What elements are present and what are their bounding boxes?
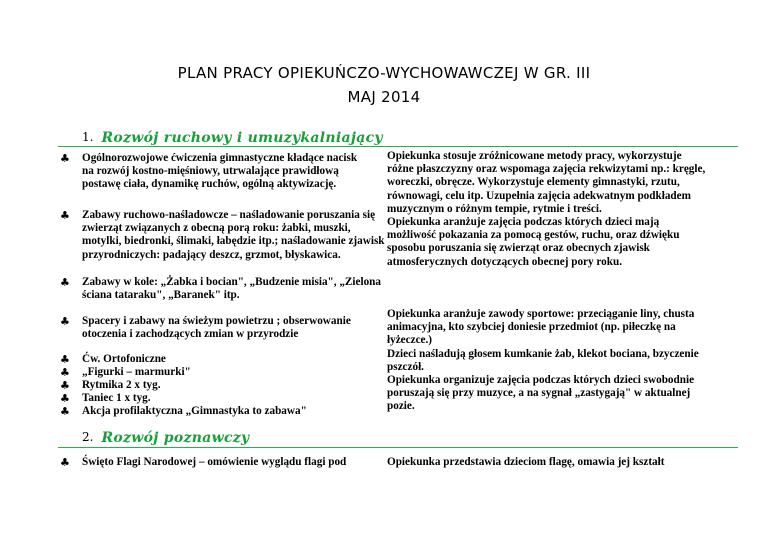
- description-line: pozie.: [387, 400, 415, 413]
- caregiver-description: [387, 150, 732, 269]
- activity-line: Zabawy ruchowo-naśladowcze – naśladowanie poruszania się: [82, 209, 376, 221]
- section-divider: [58, 447, 738, 448]
- description-line: Dzieci naśladują głosem kumkanie żab, klekot bociana, bzyczenie: [387, 347, 699, 360]
- club-suit-icon: ♣: [60, 209, 70, 222]
- section-number: 2.: [82, 430, 94, 444]
- activity-line: Akcja profilaktyczna „Gimnastyka to zabawa": [82, 405, 307, 417]
- activity-line: Ogólnorozwojowe ćwiczenia gimnastyczne kładące nacisk: [82, 152, 358, 164]
- activity-line: Ćw. Ortofoniczne: [82, 353, 166, 365]
- club-suit-icon: ♣: [60, 276, 70, 289]
- description-line: poruszają się przy muzyce, a na sygnał „zastygają" w aktualnej: [387, 387, 691, 400]
- activity-line: Taniec 1 x tyg.: [82, 392, 151, 404]
- activity-line: przyrodniczych: padający deszcz, grzmot, błyskawica.: [82, 248, 341, 261]
- activity-line: Zabawy w kole: „Żabka i bocian", „Budzenie misia", „Zielona: [82, 276, 381, 288]
- club-suit-icon: ♣: [60, 366, 70, 379]
- section-heading-2: [82, 430, 250, 446]
- activity-line: Rytmika 2 x tyg.: [82, 379, 161, 391]
- description-line: animacyjna, kto szybciej doniesie przedmiot (np. piłeczkę na: [387, 321, 676, 334]
- description-line: woreczki, obręcze. Wykorzystuje elementy gimnastyki, rzutu,: [387, 176, 680, 189]
- activity-item: [60, 315, 351, 341]
- club-suit-icon: ♣: [60, 379, 70, 392]
- activity-item: [60, 379, 161, 392]
- activity-item: [60, 353, 166, 366]
- activity-line: postawę ciała, dynamikę ruchów, ogólną aktywizację.: [82, 178, 337, 191]
- plan-subtitle: MAJ 2014: [347, 88, 421, 106]
- description-line: Opiekunka aranżuje zajęcia podczas których dzieci mają: [387, 216, 660, 229]
- club-suit-icon: ♣: [60, 353, 70, 366]
- activity-item: [60, 366, 191, 379]
- description-line: atmosferycznych dotyczących obecnej pory roku.: [387, 255, 622, 268]
- description-line: Opiekunka stosuje zróżnicowane metody pracy, wykorzystuje: [387, 150, 682, 162]
- description-line: Opiekunka aranżuje zawody sportowe: przeciąganie liny, chusta: [387, 308, 695, 320]
- caregiver-description: [387, 308, 732, 414]
- activity-item: [60, 392, 151, 405]
- section-number: 1.: [82, 130, 94, 144]
- section-label: Rozwój poznawczy: [101, 430, 250, 446]
- description-line: równowagi, celu itp. Uzupełnia zajęcia adekwatnym podkładem: [387, 189, 691, 202]
- description-line: sposobu poruszania się zwierząt oraz obecnych zjawisk: [387, 242, 650, 255]
- description-line: różne płaszczyzny oraz wspomaga zajęcia rekwizytami np.: kręgle,: [387, 163, 706, 176]
- activity-item: [60, 209, 385, 262]
- activity-item: [60, 405, 307, 418]
- club-suit-icon: ♣: [60, 405, 70, 418]
- club-suit-icon: ♣: [60, 392, 70, 405]
- activity-item: [60, 152, 358, 192]
- activity-line: Spacery i zabawy na świeżym powietrzu ; obserwowanie: [82, 315, 351, 327]
- plan-title: PLAN PRACY OPIEKUŃCZO-WYCHOWAWCZEJ W GR. III: [177, 64, 591, 82]
- club-suit-icon: ♣: [60, 456, 70, 469]
- activity-line: zwierząt związanych z obecną porą roku: żabki, muszki,: [82, 222, 351, 235]
- description-line: pszczół.: [387, 360, 424, 373]
- description-line: Opiekunka organizuje zajęcia podczas których dzieci swobodnie: [387, 374, 695, 387]
- activity-line: na rozwój kostno-mięśniowy, utrwalające prawidłową: [82, 165, 339, 178]
- club-suit-icon: ♣: [60, 152, 70, 165]
- activity-line: „Figurki – marmurki": [82, 366, 191, 378]
- description-line: muzycznym o różnym tempie, rytmie i treści.: [387, 202, 602, 215]
- description-line: Opiekunka przedstawia dzieciom flagę, omawia jej kształt: [387, 456, 665, 468]
- caregiver-description: [387, 456, 732, 469]
- activity-line: otoczenia i zachodzących zmian w przyrodzie: [82, 328, 299, 341]
- section-label: Rozwój ruchowy i umuzykalniający: [101, 130, 383, 146]
- activity-item: [60, 456, 347, 469]
- description-line: łyżeczce.): [387, 334, 433, 347]
- section-divider: [58, 146, 738, 147]
- activity-line: Święto Flagi Narodowej – omówienie wyglądu flagi pod: [82, 456, 347, 468]
- activity-line: ściana tataraku", „Baranek" itp.: [82, 289, 240, 302]
- activity-line: motylki, biedronki, ślimaki, łabędzie itp.; naśladowanie zjawisk: [82, 235, 385, 248]
- section-heading-1: [82, 130, 383, 146]
- club-suit-icon: ♣: [60, 315, 70, 328]
- description-line: możliwość pokazania za pomocą gestów, ruchu, oraz dźwięku: [387, 229, 680, 242]
- activity-item: [60, 276, 381, 302]
